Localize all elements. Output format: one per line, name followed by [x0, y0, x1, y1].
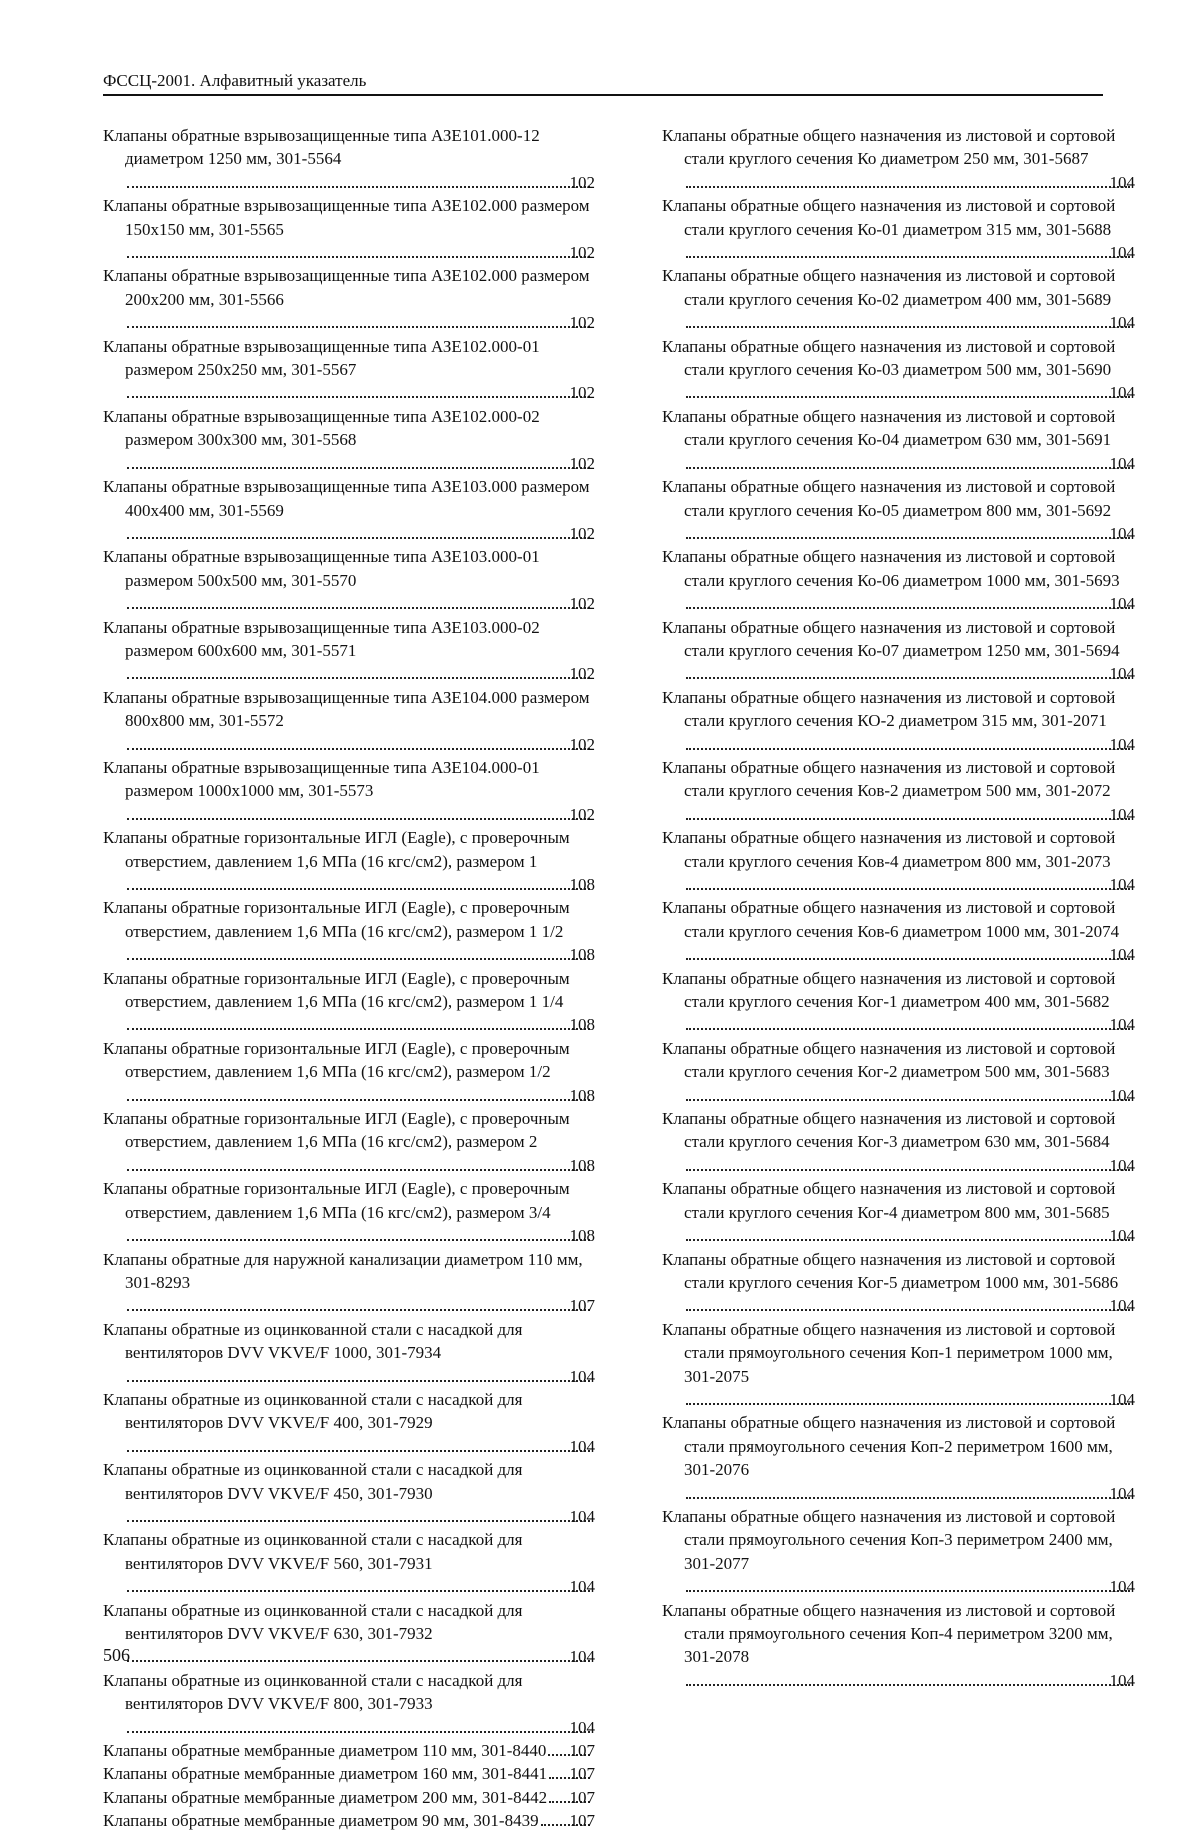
entry-page-number: 104 — [1109, 804, 1135, 824]
entry-text: Клапаны обратные общего назначения из листовой и сортовой стали круглого сечения Ков-6 диаметром 1000 мм, 301-2074 — [662, 898, 1120, 941]
entry-text: Клапаны обратные общего назначения из листовой и сортовой стали круглого сечения Ко диаметром 250 мм, 301-5687 — [662, 126, 1116, 169]
entry-page-number: 104 — [1109, 1670, 1135, 1690]
index-entry — [103, 686, 595, 756]
entry-page-number: 107 — [569, 1296, 595, 1316]
index-entry — [103, 967, 595, 1037]
dot-leader — [127, 1380, 590, 1382]
entry-page-number: 104 — [1109, 313, 1135, 333]
entry-page-number: 104 — [1109, 1015, 1135, 1035]
entry-text: Клапаны обратные горизонтальные ИГЛ (Eagle), с проверочным отверстием, давлением 1,6 МПа (16 кгс/см2), размером 1 1/2 — [103, 898, 570, 941]
dot-leader — [686, 1239, 1130, 1241]
entry-text: Клапаны обратные из оцинкованной стали с насадкой для вентиляторов DVV VKVE/F 1000, 301-7934 — [103, 1319, 523, 1363]
page-number: 506 — [103, 1645, 130, 1665]
header-rule — [103, 94, 1103, 96]
dot-leader — [127, 818, 590, 820]
index-entry — [103, 1762, 595, 1785]
entry-text: Клапаны обратные общего назначения из листовой и сортовой стали круглого сечения КО-2 диаметром 315 мм, 301-2071 — [662, 687, 1116, 731]
dot-leader — [686, 1028, 1130, 1030]
dot-leader — [686, 607, 1130, 609]
dot-leader — [686, 186, 1130, 188]
index-entry — [662, 1505, 1135, 1599]
entry-text: Клапаны обратные общего назначения из листовой и сортовой стали прямоугольного сечения Коп-4 периметром 3200 мм, 301-2078 — [662, 1600, 1116, 1667]
index-entry — [662, 1318, 1135, 1412]
entry-page-number: 104 — [1109, 1296, 1135, 1316]
index-entry — [103, 335, 595, 405]
entry-page-number: 102 — [569, 453, 595, 473]
dot-leader — [127, 1099, 590, 1101]
entry-text: Клапаны обратные из оцинкованной стали с насадкой для вентиляторов DVV VKVE/F 630, 301-7932 — [103, 1600, 523, 1643]
dot-leader — [127, 1450, 590, 1452]
entry-text: Клапаны обратные взрывозащищенные типа АЗЕ104.000 размером 800х800 мм, 301-5572 — [103, 687, 590, 731]
entry-page-number: 108 — [569, 1085, 595, 1105]
entry-page-number: 102 — [569, 734, 595, 754]
dot-leader — [127, 748, 590, 750]
entry-page-number: 104 — [1109, 875, 1135, 894]
entry-text: Клапаны обратные горизонтальные ИГЛ (Eagle), с проверочным отверстием, давлением 1,6 МПа (16 кгс/см2), размером 1/2 — [103, 1038, 570, 1082]
dot-leader — [686, 467, 1130, 469]
entry-text: Клапаны обратные горизонтальные ИГЛ (Eagle), с проверочным отверстием, давлением 1,6 МПа (16 кгс/см2), размером 3/4 — [103, 1179, 570, 1222]
entry-text: Клапаны обратные горизонтальные ИГЛ (Eagle), с проверочным отверстием, давлением 1,6 МПа (16 кгс/см2), размером 1 — [103, 828, 570, 871]
index-column-left — [103, 124, 595, 1833]
index-entry — [103, 1458, 595, 1528]
dot-leader — [686, 1590, 1130, 1592]
entry-page-number: 108 — [569, 1226, 595, 1246]
entry-page-number: 102 — [569, 804, 595, 824]
entry-text: Клапаны обратные общего назначения из листовой и сортовой стали прямоугольного сечения Коп-3 периметром 2400 мм, 301-2077 — [662, 1506, 1116, 1573]
entry-page-number: 104 — [1109, 453, 1135, 473]
entry-text: Клапаны обратные из оцинкованной стали с насадкой для вентиляторов DVV VKVE/F 800, 301-7933 — [103, 1670, 523, 1714]
dot-leader — [127, 1239, 590, 1241]
entry-page-number: 102 — [569, 383, 595, 403]
dot-leader — [127, 186, 590, 188]
index-entry — [662, 1248, 1135, 1318]
dot-leader — [127, 537, 590, 539]
entry-text: Клапаны обратные мембранные диаметром 90 мм, 301-8439 — [103, 1811, 539, 1831]
entry-text: Клапаны обратные общего назначения из листовой и сортовой стали круглого сечения Ког-5 диаметром 1000 мм, 301-5686 — [662, 1249, 1119, 1292]
index-entry — [103, 826, 595, 896]
entry-text: Клапаны обратные из оцинкованной стали с насадкой для вентиляторов DVV VKVE/F 400, 301-7929 — [103, 1389, 523, 1433]
dot-leader — [127, 1731, 590, 1733]
entry-page-number: 102 — [569, 594, 595, 614]
dot-leader — [686, 396, 1130, 398]
entry-text: Клапаны обратные общего назначения из листовой и сортовой стали круглого сечения Ков-4 диаметром 800 мм, 301-2073 — [662, 828, 1116, 871]
dot-leader — [127, 1169, 590, 1171]
entry-page-number: 104 — [1109, 945, 1135, 965]
entry-text: Клапаны обратные мембранные диаметром 200 мм, 301-8442 — [103, 1787, 548, 1807]
entry-text: Клапаны обратные взрывозащищенные типа АЗЕ103.000-01 размером 500х500 мм, 301-5570 — [103, 547, 540, 590]
index-entry — [103, 264, 595, 334]
entry-page-number: 104 — [569, 1366, 595, 1386]
index-entry — [662, 1411, 1135, 1505]
entry-page-number: 104 — [1109, 1577, 1135, 1597]
entry-text: Клапаны обратные взрывозащищенные типа АЗЕ103.000-02 размером 600х600 мм, 301-5571 — [103, 617, 540, 660]
entry-text: Клапаны обратные общего назначения из листовой и сортовой стали круглого сечения Ков-2 диаметром 500 мм, 301-2072 — [662, 757, 1116, 801]
dot-leader — [686, 537, 1130, 539]
page-header: ФССЦ-2001. Алфавитный указатель — [103, 71, 367, 90]
entry-text: Клапаны обратные общего назначения из листовой и сортовой стали круглого сечения Ког-2 диаметром 500 мм, 301-5683 — [662, 1038, 1116, 1082]
dot-leader — [127, 607, 590, 609]
dot-leader — [686, 1403, 1130, 1405]
index-entry — [103, 1669, 595, 1739]
index-entry — [662, 405, 1135, 475]
index-entry — [103, 475, 595, 545]
dot-leader — [127, 1660, 590, 1662]
index-entry — [103, 616, 595, 686]
dot-leader — [127, 1590, 590, 1592]
entry-page-number: 107 — [569, 1811, 595, 1831]
dot-leader — [127, 677, 590, 679]
index-entry — [662, 896, 1135, 966]
dot-leader — [541, 1824, 590, 1826]
dot-leader — [548, 1754, 589, 1756]
index-entry — [662, 686, 1135, 756]
entry-page-number: 104 — [569, 1647, 595, 1667]
entry-text: Клапаны обратные взрывозащищенные типа АЗЕ103.000 размером 400х400 мм, 301-5569 — [103, 477, 590, 520]
entry-page-number: 108 — [569, 1015, 595, 1035]
index-entry — [662, 1107, 1135, 1177]
entry-text: Клапаны обратные общего назначения из листовой и сортовой стали круглого сечения Ког-1 диаметром 400 мм, 301-5682 — [662, 968, 1116, 1012]
index-entry — [103, 1786, 595, 1809]
dot-leader — [127, 467, 590, 469]
entry-text: Клапаны обратные общего назначения из листовой и сортовой стали круглого сечения Ко-02 диаметром 400 мм, 301-5689 — [662, 266, 1116, 309]
entry-text: Клапаны обратные общего назначения из листовой и сортовой стали круглого сечения Ко-01 диаметром 315 мм, 301-5688 — [662, 196, 1116, 239]
index-entry — [103, 756, 595, 826]
entry-text: Клапаны обратные взрывозащищенные типа АЗЕ102.000-01 размером 250х250 мм, 301-5567 — [103, 336, 540, 380]
entry-page-number: 108 — [569, 875, 595, 894]
index-entry — [662, 1599, 1135, 1693]
entry-text: Клапаны обратные общего назначения из листовой и сортовой стали круглого сечения Ко-06 диаметром 1000 мм, 301-5693 — [662, 547, 1120, 590]
entry-text: Клапаны обратные общего назначения из листовой и сортовой стали круглого сечения Ко-04 диаметром 630 мм, 301-5691 — [662, 406, 1116, 450]
index-entry — [662, 1177, 1135, 1247]
index-entry — [662, 124, 1135, 194]
index-entry — [103, 1318, 595, 1388]
entry-text: Клапаны обратные мембранные диаметром 110 мм, 301-8440 — [103, 1741, 547, 1761]
entry-page-number: 108 — [569, 1155, 595, 1175]
index-entry — [103, 405, 595, 475]
entry-page-number: 107 — [569, 1741, 595, 1761]
index-entry — [662, 967, 1135, 1037]
dot-leader — [686, 256, 1130, 258]
index-entry — [662, 475, 1135, 545]
entry-page-number: 104 — [1109, 243, 1135, 263]
index-entry — [103, 194, 595, 264]
entry-text: Клапаны обратные общего назначения из листовой и сортовой стали круглого сечения Ко-03 диаметром 500 мм, 301-5690 — [662, 336, 1116, 380]
entry-text: Клапаны обратные взрывозащищенные типа АЗЕ102.000 размером 150х150 мм, 301-5565 — [103, 196, 590, 239]
entry-page-number: 107 — [569, 1764, 595, 1784]
entry-page-number: 104 — [569, 1506, 595, 1526]
entry-page-number: 107 — [569, 1787, 595, 1807]
index-entry — [103, 1388, 595, 1458]
entry-page-number: 104 — [1109, 1155, 1135, 1175]
entry-text: Клапаны обратные взрывозащищенные типа АЗЕ101.000-12 диаметром 1250 мм, 301-5564 — [103, 126, 540, 169]
entry-text: Клапаны обратные общего назначения из листовой и сортовой стали круглого сечения Ко-07 диаметром 1250 мм, 301-5694 — [662, 617, 1120, 660]
entry-text: Клапаны обратные горизонтальные ИГЛ (Eagle), с проверочным отверстием, давлением 1,6 МПа (16 кгс/см2), размером 2 — [103, 1109, 570, 1152]
entry-text: Клапаны обратные мембранные диаметром 160 мм, 301-8441 — [103, 1764, 548, 1784]
dot-leader — [127, 256, 590, 258]
index-entry — [103, 1248, 595, 1318]
dot-leader — [686, 958, 1130, 960]
dot-leader — [127, 958, 590, 960]
entry-page-number: 102 — [569, 523, 595, 543]
entry-page-number: 104 — [569, 1436, 595, 1456]
index-entry — [662, 826, 1135, 896]
entry-page-number: 104 — [1109, 1389, 1135, 1409]
entry-page-number: 104 — [1109, 1226, 1135, 1246]
index-entry — [103, 1528, 595, 1598]
dot-leader — [127, 1028, 590, 1030]
dot-leader — [686, 677, 1130, 679]
index-entry — [103, 896, 595, 966]
index-column-right — [662, 124, 1135, 1692]
entry-text: Клапаны обратные общего назначения из листовой и сортовой стали круглого сечения Ко-05 диаметром 800 мм, 301-5692 — [662, 477, 1116, 520]
entry-text: Клапаны обратные взрывозащищенные типа АЗЕ102.000 размером 200х200 мм, 301-5566 — [103, 266, 590, 309]
index-entry — [662, 616, 1135, 686]
index-entry — [662, 545, 1135, 615]
index-entry — [103, 124, 595, 194]
index-entry — [103, 545, 595, 615]
dot-leader — [127, 1309, 590, 1311]
entry-text: Клапаны обратные общего назначения из листовой и сортовой стали круглого сечения Ког-4 диаметром 800 мм, 301-5685 — [662, 1179, 1116, 1222]
dot-leader — [686, 1684, 1130, 1686]
entry-page-number: 104 — [1109, 664, 1135, 684]
entry-page-number: 104 — [1109, 172, 1135, 192]
entry-page-number: 104 — [1109, 1085, 1135, 1105]
dot-leader — [686, 1169, 1130, 1171]
entry-text: Клапаны обратные общего назначения из листовой и сортовой стали прямоугольного сечения Коп-2 периметром 1600 мм, 301-2076 — [662, 1413, 1116, 1480]
dot-leader — [686, 1099, 1130, 1101]
entry-page-number: 104 — [569, 1577, 595, 1597]
entry-page-number: 102 — [569, 243, 595, 263]
entry-text: Клапаны обратные для наружной канализации диаметром 110 мм, 301-8293 — [103, 1249, 583, 1292]
index-entry — [662, 194, 1135, 264]
entry-text: Клапаны обратные взрывозащищенные типа АЗЕ104.000-01 размером 1000х1000 мм, 301-5573 — [103, 757, 540, 801]
index-entry — [662, 756, 1135, 826]
entry-page-number: 102 — [569, 172, 595, 192]
index-entry — [103, 1037, 595, 1107]
dot-leader — [127, 1520, 590, 1522]
entry-page-number: 104 — [1109, 594, 1135, 614]
dot-leader — [686, 1497, 1130, 1499]
dot-leader — [686, 818, 1130, 820]
index-entry — [662, 264, 1135, 334]
index-entry — [103, 1809, 595, 1832]
entry-text: Клапаны обратные из оцинкованной стали с насадкой для вентиляторов DVV VKVE/F 450, 301-7930 — [103, 1460, 523, 1503]
entry-page-number: 104 — [1109, 734, 1135, 754]
index-entry — [662, 335, 1135, 405]
dot-leader — [127, 396, 590, 398]
dot-leader — [127, 326, 590, 328]
entry-text: Клапаны обратные из оцинкованной стали с насадкой для вентиляторов DVV VKVE/F 560, 301-7931 — [103, 1530, 523, 1573]
entry-page-number: 104 — [1109, 383, 1135, 403]
dot-leader — [686, 1309, 1130, 1311]
index-entry — [103, 1739, 595, 1762]
entry-page-number: 102 — [569, 664, 595, 684]
index-entry — [103, 1599, 595, 1669]
dot-leader — [686, 326, 1130, 328]
index-entry — [103, 1177, 595, 1247]
entry-text: Клапаны обратные общего назначения из листовой и сортовой стали круглого сечения Ког-3 диаметром 630 мм, 301-5684 — [662, 1109, 1116, 1152]
entry-text: Клапаны обратные горизонтальные ИГЛ (Eagle), с проверочным отверстием, давлением 1,6 МПа (16 кгс/см2), размером 1 1/4 — [103, 968, 570, 1012]
index-entry — [662, 1037, 1135, 1107]
entry-text: Клапаны обратные взрывозащищенные типа АЗЕ102.000-02 размером 300х300 мм, 301-5568 — [103, 406, 540, 450]
entry-page-number: 104 — [1109, 523, 1135, 543]
index-entry — [103, 1107, 595, 1177]
entry-page-number: 102 — [569, 313, 595, 333]
dot-leader — [686, 888, 1130, 890]
entry-page-number: 108 — [569, 945, 595, 965]
entry-text: Клапаны обратные общего назначения из листовой и сортовой стали прямоугольного сечения Коп-1 периметром 1000 мм, 301-2075 — [662, 1319, 1116, 1386]
entry-page-number: 104 — [569, 1717, 595, 1737]
entry-page-number: 104 — [1109, 1483, 1135, 1503]
dot-leader — [127, 888, 590, 890]
dot-leader — [686, 748, 1130, 750]
